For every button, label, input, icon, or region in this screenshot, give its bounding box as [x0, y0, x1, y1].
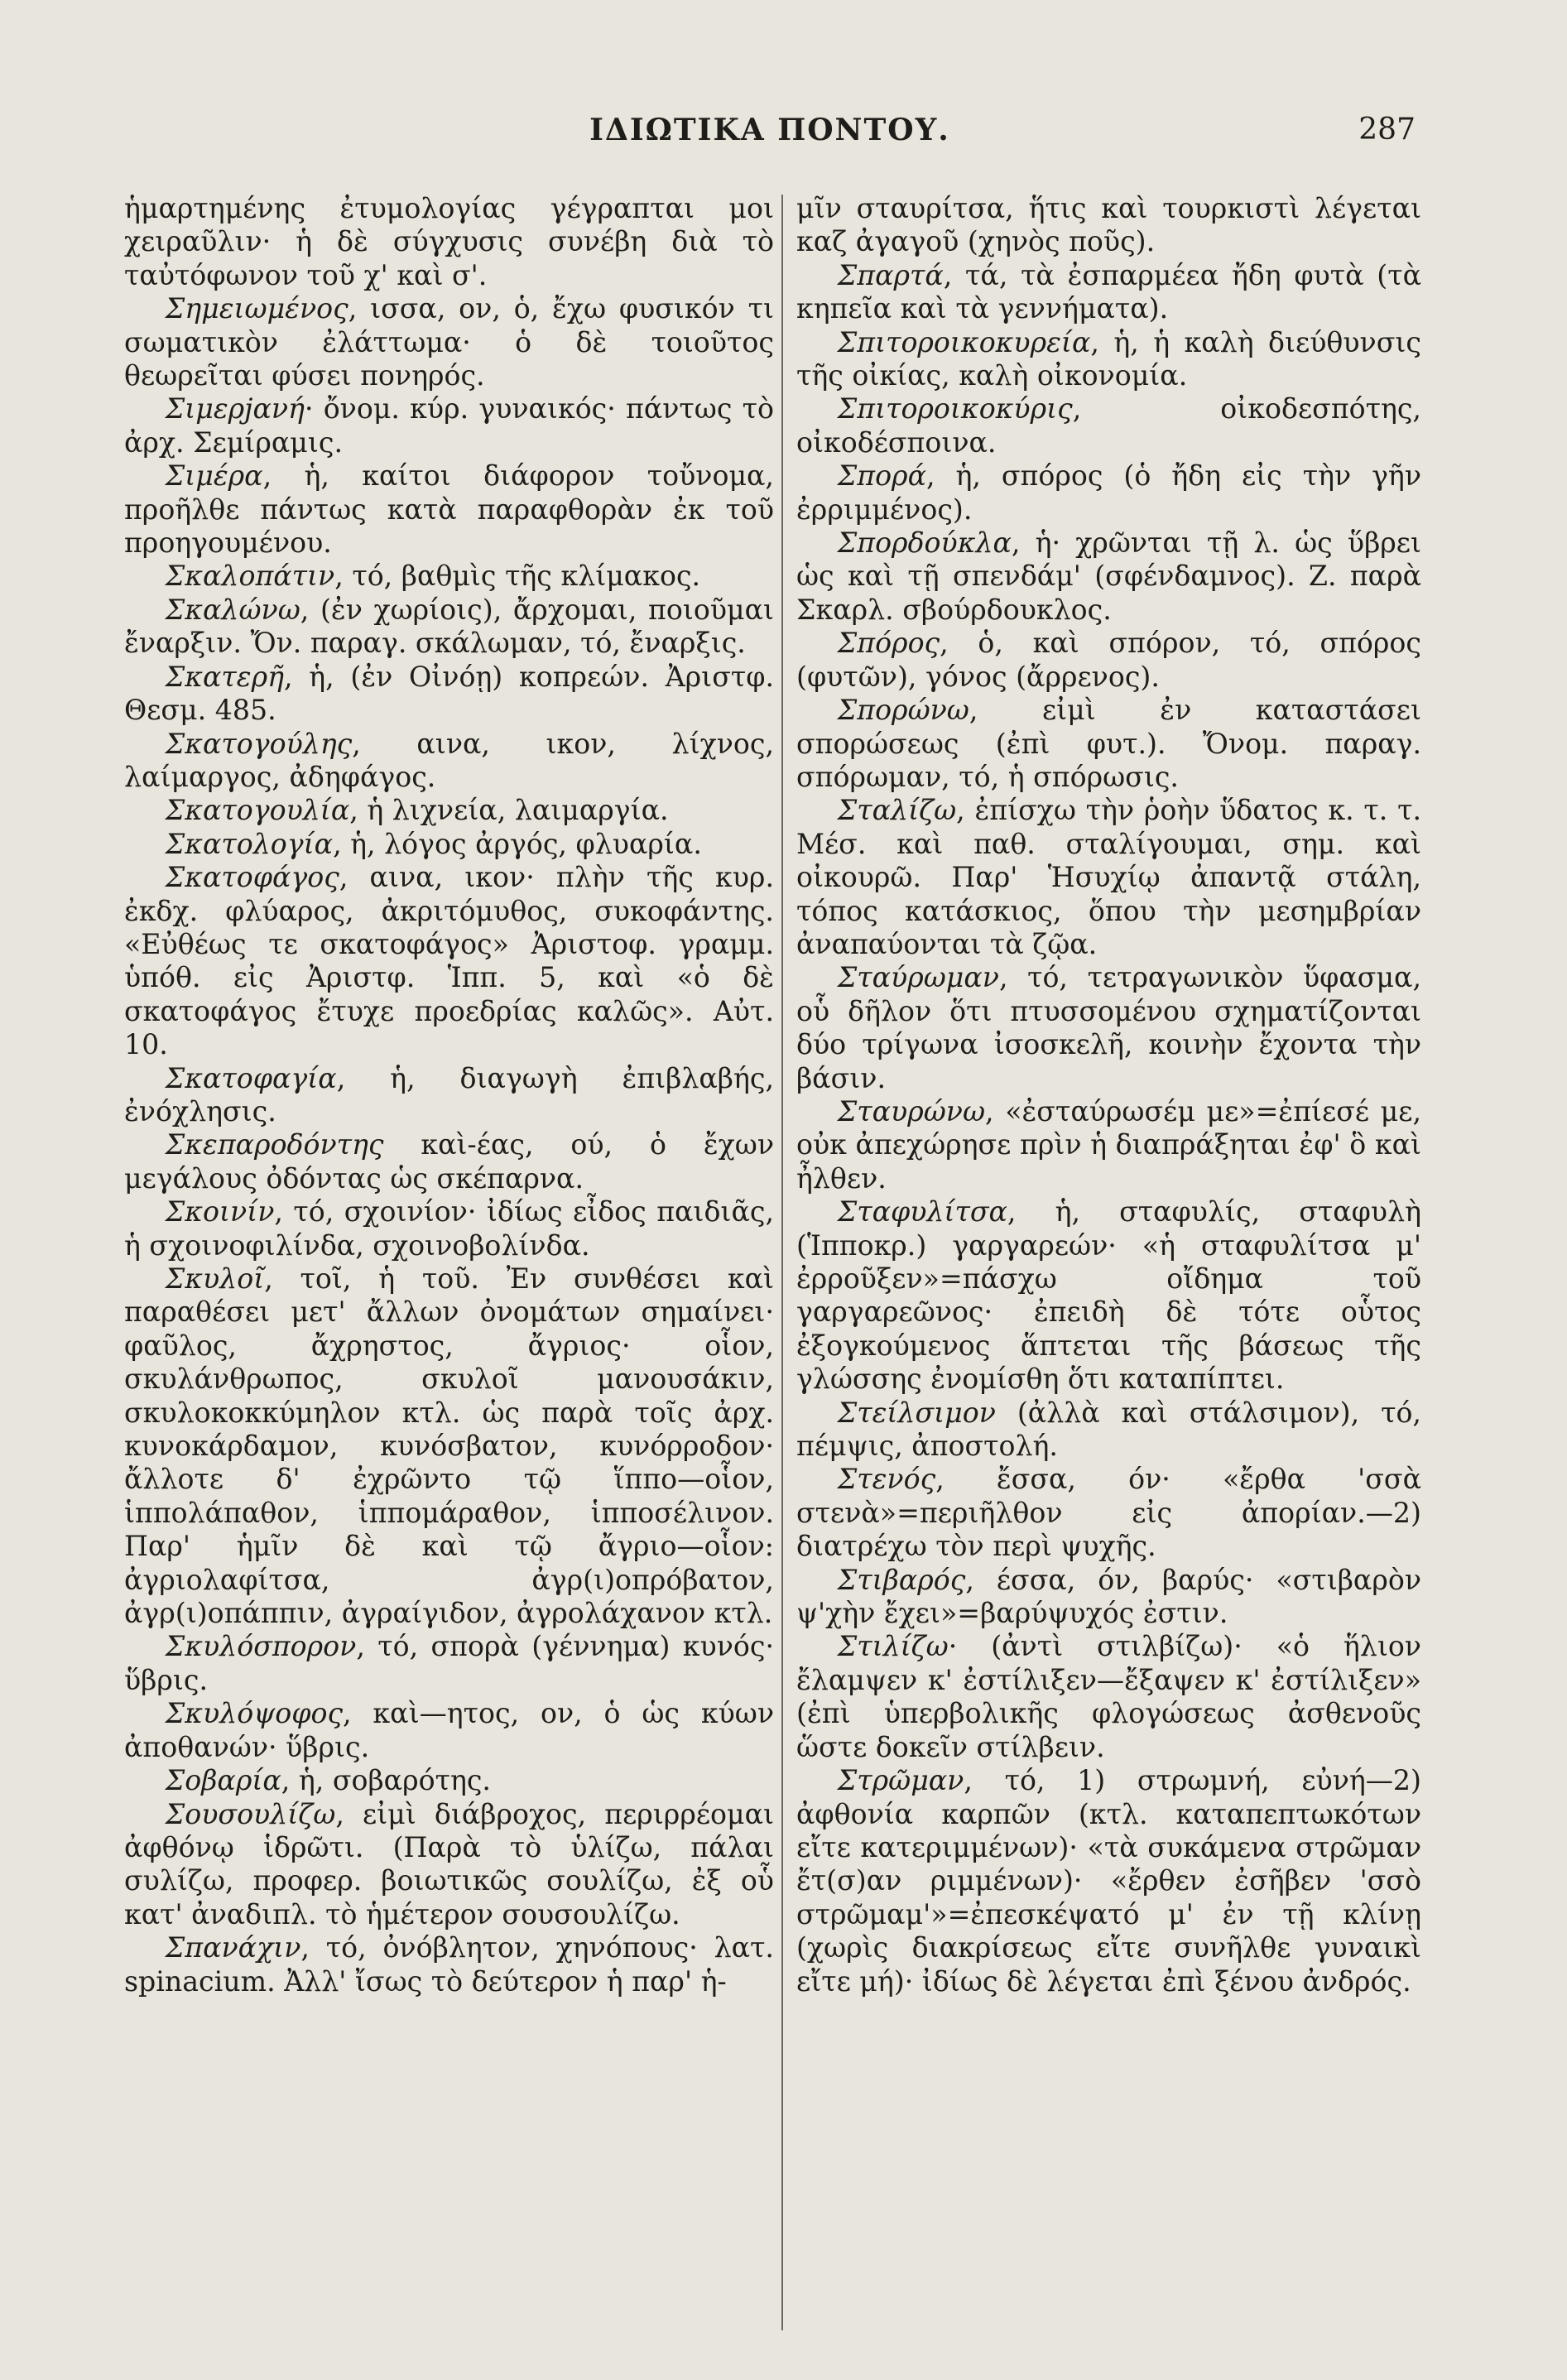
- entry-definition: , ἡ, καίτοι διάφορον τοὔνομα, προῆλθε πάντως κατὰ παραφθορὰν ἐκ τοῦ προηγουμένου.: [124, 459, 774, 560]
- entry-headword: Σκαλοπάτιν: [165, 560, 335, 593]
- dictionary-entry: [796, 392, 1421, 459]
- dictionary-entry: [124, 1764, 774, 1797]
- entry-definition: , (ἐν χωρίοις), ἄρχομαι, ποιοῦμαι ἔναρξιν. Ὄν. παραγ. σκάλωμαν, τό, ἔναρξις.: [124, 593, 774, 660]
- entry-definition: , ισσα, ον, ὁ, ἔχω φυσικόν τι σωματικὸν ἐλάττωμα· ὁ δὲ τοιοῦτος θεωρεῖται φύσει πονηρός.: [124, 292, 774, 392]
- entry-definition: , ἡ, διαγωγὴ ἐπιβλαβής, ἐνόχλησις.: [124, 1061, 774, 1127]
- dictionary-entry: [124, 1931, 774, 1998]
- dictionary-entry: [124, 1697, 774, 1764]
- entry-definition: , ἡ, σπόρος (ὁ ἤδη εἰς τὴν γῆν ἐρριμμένος).: [796, 459, 1421, 526]
- entry-definition: , εἰμὶ διάβροχος, περιρρέομαι ἀφθόνῳ ἱδρῶτι. (Παρὰ τὸ ὑλίζω, πάλαι συλίζω, προφερ. βοιωτικῶς σουλίζω, ἐξ οὗ κατ' ἀναδιπλ. τὸ ἡμέτερον σουσουλίζω.: [124, 1797, 774, 1930]
- dictionary-entry: [796, 1195, 1421, 1396]
- entry-definition: , τά, τὰ ἐσπαρμέεα ἤδη φυτὰ (τὰ κηπεῖα καὶ τὰ γεννήματα).: [796, 258, 1421, 325]
- dictionary-entry: [796, 1764, 1421, 1998]
- entry-definition: μῖν σταυρίτσα, ἥτις καὶ τουρκιστὶ λέγεται καζ ἀγαγοῦ (χηνὸς ποῦς).: [796, 192, 1421, 258]
- entry-definition: , τό, σχοινίον· ἰδίως εἶδος παιδιᾶς, ἡ σχοινοφιλίνδα, σχοινοβολίνδα.: [124, 1195, 774, 1262]
- entry-headword: Στείλσιμον: [837, 1396, 996, 1429]
- dictionary-entry: [124, 1128, 774, 1195]
- entry-definition: , ἔσσα, όν· «ἔρθα 'σσὰ στενὰ»=περιῆλθον εἰς ἀπορίαν.—2) διατρέχω τὸν περὶ ψυχῆς.: [796, 1463, 1421, 1563]
- entry-headword: Σταλίζω: [837, 794, 957, 827]
- entry-definition: , ἡ, σταφυλίς, σταφυλὴ (Ἱπποκρ.) γαργαρεών· «ἡ σταφυλίτσα μ' ἐρροῦξεν»=πάσχω οἴδημα τοῦ γαργαρεῶνος· ἐπειδὴ δὲ τότε οὗτος ἐξογκούμενος ἅπτεται τῆς βάσεως τῆς γλώσσης ἐνομίσθη ὅτι καταπίπτει.: [796, 1195, 1421, 1396]
- entry-headword: Σκυλοῖ: [165, 1262, 265, 1295]
- dictionary-entry: [796, 259, 1421, 326]
- entry-headword: Σοβαρία: [165, 1764, 281, 1797]
- dictionary-entry: [124, 794, 774, 827]
- entry-definition: , οἰκοδεσπότης, οἰκοδέσποινα.: [796, 392, 1421, 459]
- dictionary-entry: [124, 594, 774, 661]
- entry-headword: Στιλίζω: [837, 1630, 949, 1663]
- entry-definition: , αινα, ικον, λίχνος, λαίμαργος, ἀδηφάγος.: [124, 727, 774, 793]
- entry-headword: Σκοινίν: [165, 1195, 275, 1228]
- entry-headword: Σταφυλίτσα: [837, 1195, 1007, 1228]
- entry-definition: , έσσα, όν, βαρύς· «στιβαρὸν ψ'χὴν ἔχει»=βαρύψυχός ἐστιν.: [796, 1563, 1421, 1630]
- dictionary-entry: [124, 560, 774, 593]
- running-title: ΙΔΙΩΤΙΚΑ ΠΟΝΤΟΥ.: [589, 113, 950, 147]
- entry-headword: Σκαλώνω: [165, 593, 300, 626]
- entry-headword: Σιμέρα: [165, 459, 263, 493]
- entry-headword: Στρῶμαν: [837, 1764, 964, 1797]
- dictionary-entry: [124, 192, 774, 292]
- entry-headword: Σπιτοροικοκυρεία: [837, 325, 1091, 358]
- entry-headword: Στιβαρός: [837, 1563, 966, 1596]
- dictionary-entry: [124, 392, 774, 459]
- entry-definition: · ὄνομ. κύρ. γυναικός· πάντως τὸ ἀρχ. Σεμίραμις.: [124, 392, 774, 459]
- dictionary-entry: [124, 459, 774, 560]
- dictionary-entry: [124, 1195, 774, 1262]
- entry-headword: Σταύρωμαν: [837, 961, 999, 994]
- entry-headword: Σκυλόσπορον: [165, 1630, 357, 1663]
- dictionary-entry: [796, 694, 1421, 794]
- entry-headword: Σπαρτά: [837, 258, 944, 291]
- entry-headword: Σκυλόψοφος: [165, 1697, 344, 1730]
- entry-headword: Στενός: [837, 1463, 936, 1496]
- dictionary-entry: [796, 1630, 1421, 1764]
- entry-definition: , ἡ, ἡ καλὴ διεύθυνσις τῆς οἰκίας, καλὴ οἰκονομία.: [796, 325, 1421, 392]
- dictionary-entry: [124, 292, 774, 392]
- entry-definition: , τό, ὀνόβλητον, χηνόπους· λατ. spinacium. Ἀλλ' ἴσως τὸ δεύτερον ἡ παρ' ἡ-: [124, 1931, 774, 1998]
- entry-definition: , εἰμὶ ἐν καταστάσει σπορώσεως (ἐπὶ φυτ.). Ὄνομ. παραγ. σπόρωμαν, τό, ἡ σπόρωσις.: [796, 694, 1421, 793]
- entry-headword: Σπορώνω: [837, 694, 969, 727]
- dictionary-entry: [796, 794, 1421, 961]
- page-header: [124, 106, 1416, 156]
- dictionary-entry: [796, 1397, 1421, 1464]
- left-column: [124, 192, 774, 1998]
- dictionary-entry: [124, 1630, 774, 1697]
- entry-definition: , ἡ· χρῶνται τῇ λ. ὡς ὕβρει ὡς καὶ τῇ σπενδάμ' (σφένδαμνος). Ζ. παρὰ Σκαρλ. σβούρδουκλος.: [796, 526, 1421, 626]
- entry-definition: , αινα, ικον· πλὴν τῆς κυρ. ἐκδχ. φλύαρος, ἀκριτόμυθος, συκοφάντης. «Εὐθέως τε σκατοφάγος» Ἀριστοφ. γραμμ. ὑπόθ. εἰς Ἀριστφ. Ἱππ. 5, καὶ «ὁ δὲ σκατοφάγος ἔτυχε προεδρίας καλῶς». Αὐτ. 10.: [124, 861, 774, 1061]
- entry-definition: , ἡ λιχνεία, λαιμαργία.: [349, 794, 669, 827]
- entry-headword: Σκεπαροδόντης: [165, 1128, 384, 1161]
- entry-definition: ἡμαρτημένης ἐτυμολογίας γέγραπται μοι χειραῦλιν· ἡ δὲ σύγχυσις συνέβη διὰ τὸ ταὐτόφωνον τοῦ χ' καὶ σ'.: [124, 192, 774, 291]
- entry-definition: , ἐπίσχω τὴν ῥοὴν ὕδατος κ. τ. τ. Μέσ. καὶ παθ. σταλίγουμαι, σημ. καὶ οἰκουρῶ. Παρ' Ἡσυχίῳ ἀπαντᾷ στάλη, τόπος κατάσκιος, ὅπου τὴν μεσημβρίαν ἀναπαύονται τὰ ζῷα.: [796, 794, 1421, 960]
- entry-definition: , τοῖ, ἡ τοῦ. Ἐν συνθέσει καὶ παραθέσει μετ' ἄλλων ὀνομάτων σημαίνει· φαῦλος, ἄχρηστος, ἄγριος· οἷον, σκυλάνθρωπος, σκυλοῖ μανουσάκιν, σκυλοκοκκύμηλον κτλ. ὡς παρὰ τοῖς ἀρχ. κυνοκάρδαμον, κυνόσβατον, κυνόρροδον· ἄλλοτε δ' ἐχρῶντο τῷ ἵππο—οἷον, ἱππολάπαθον, ἱππομάραθον, ἱπποσέλινον. Παρ' ἡμῖν δὲ καὶ τῷ ἄγριο—οἷον: ἀγριολαφίτσα, ἀγρ(ι)οπρόβατον, ἀγρ(ι)οπάππιν, ἀγραίγιδον, ἀγρολάχανον κτλ.: [124, 1262, 774, 1630]
- entry-headword: Σκατοφαγία: [165, 1061, 337, 1094]
- entry-headword: Σπορδούκλα: [837, 526, 1012, 560]
- dictionary-entry: [796, 326, 1421, 393]
- entry-definition: · (ἀντὶ στιλβίζω)· «ὁ ἥλιον ἔλαμψεν κ' ἐστίλιξεν—ἔξαψεν κ' ἐστίλιξεν» (ἐπὶ ὑπερβολικῆς φλογώσεως ἀσθενοῦς ὥστε δοκεῖν στίλβειν.: [796, 1630, 1421, 1763]
- entry-definition: , ὁ, καὶ σπόρον, τό, σπόρος (φυτῶν), γόνος (ἄρρενος).: [796, 627, 1421, 693]
- dictionary-entry: [796, 1095, 1421, 1195]
- dictionary-entry: [124, 861, 774, 1061]
- dictionary-entry: [796, 1463, 1421, 1563]
- dictionary-entry: [796, 526, 1421, 627]
- dictionary-entry: [796, 627, 1421, 694]
- dictionary-entry: [124, 1262, 774, 1630]
- entry-headword: Σκατολογία: [165, 827, 334, 860]
- dictionary-entry: [124, 661, 774, 728]
- entry-definition: , τό, βαθμὶς τῆς κλίμακος.: [334, 560, 701, 593]
- entry-definition: , ἡ, λόγος ἀργός, φλυαρία.: [333, 827, 702, 860]
- entry-definition: , καὶ—ητος, ον, ὁ ὡς κύων ἀποθανών· ὕβρις.: [124, 1697, 774, 1763]
- column-divider: [781, 195, 783, 2330]
- entry-definition: καὶ-έας, ού, ὁ ἔχων μεγάλους ὀδόντας ὡς σκέπαρνα.: [124, 1128, 774, 1195]
- entry-headword: Σπορά: [837, 459, 926, 493]
- dictionary-entry: [796, 192, 1421, 259]
- entry-headword: Σκατοφάγος: [165, 861, 339, 894]
- dictionary-entry: [124, 1062, 774, 1129]
- entry-headword: Σιμερjανή: [165, 392, 305, 426]
- entry-headword: Σκατογουλία: [165, 794, 350, 827]
- entry-headword: Σπιτοροικοκύρις: [837, 392, 1073, 426]
- entry-definition: , τό, 1) στρωμνή, εὐνή—2) ἀφθονία καρπῶν (κτλ. καταπεπτωκότων εἴτε κατεριμμένων)· «τὰ συκάμενα στρῶμαν ἔτ(σ)αν ριμμένων)· «ἔρθεν ἐσῆβεν 'σσὸ στρῶμαμ'»=ἐπεσκέψατό μ' ἐν τῇ κλίνῃ (χωρὶς διακρίσεως εἴτε συνῆλθε γυναικὶ εἴτε μή)· ἰδίως δὲ λέγεται ἐπὶ ξένου ἀνδρός.: [796, 1764, 1421, 1998]
- entry-headword: Σπόρος: [837, 627, 940, 660]
- entry-definition: , ἡ, σοβαρότης.: [281, 1764, 491, 1797]
- entry-definition: , ἡ, (ἐν Οἰνόῃ) κοπρεών. Ἀριστφ. Θεσμ. 485.: [124, 660, 774, 727]
- entry-definition: (ἀλλὰ καὶ στάλσιμον), τό, πέμψις, ἀποστολή.: [796, 1396, 1421, 1463]
- dictionary-entry: [124, 828, 774, 861]
- dictionary-entry: [796, 459, 1421, 526]
- entry-headword: Σταυρώνω: [837, 1094, 986, 1127]
- dictionary-entry: [124, 728, 774, 795]
- entry-definition: , τό, τετραγωνικὸν ὕφασμα, οὗ δῆλον ὅτι πτυσσομένου σχηματίζονται δύο τρίγωνα ἰσοσκελῆ, κοινὴν ἔχοντα τὴν βάσιν.: [796, 961, 1421, 1094]
- right-column: [796, 192, 1421, 1998]
- entry-definition: , «ἐσταύρωσέμ με»=ἐπίεσέ με, οὐκ ἀπεχώρησε πρὶν ἡ διαπράξηται ἐφ' ὃ καὶ ἦλθεν.: [796, 1094, 1421, 1195]
- dictionary-entry: [124, 1798, 774, 1932]
- entry-headword: Σουσουλίζω: [165, 1797, 336, 1830]
- entry-definition: , τό, σπορὰ (γέννημα) κυνός· ὕβρις.: [124, 1630, 774, 1696]
- entry-headword: Σημειωμένος: [165, 292, 348, 325]
- entry-headword: Σκατογούλης: [165, 727, 353, 760]
- dictionary-entry: [796, 1564, 1421, 1631]
- page-number: 287: [1358, 113, 1416, 147]
- entry-headword: Σπανάχιν: [165, 1931, 301, 1964]
- entry-headword: Σκατερῆ: [165, 660, 284, 693]
- dictionary-entry: [796, 961, 1421, 1095]
